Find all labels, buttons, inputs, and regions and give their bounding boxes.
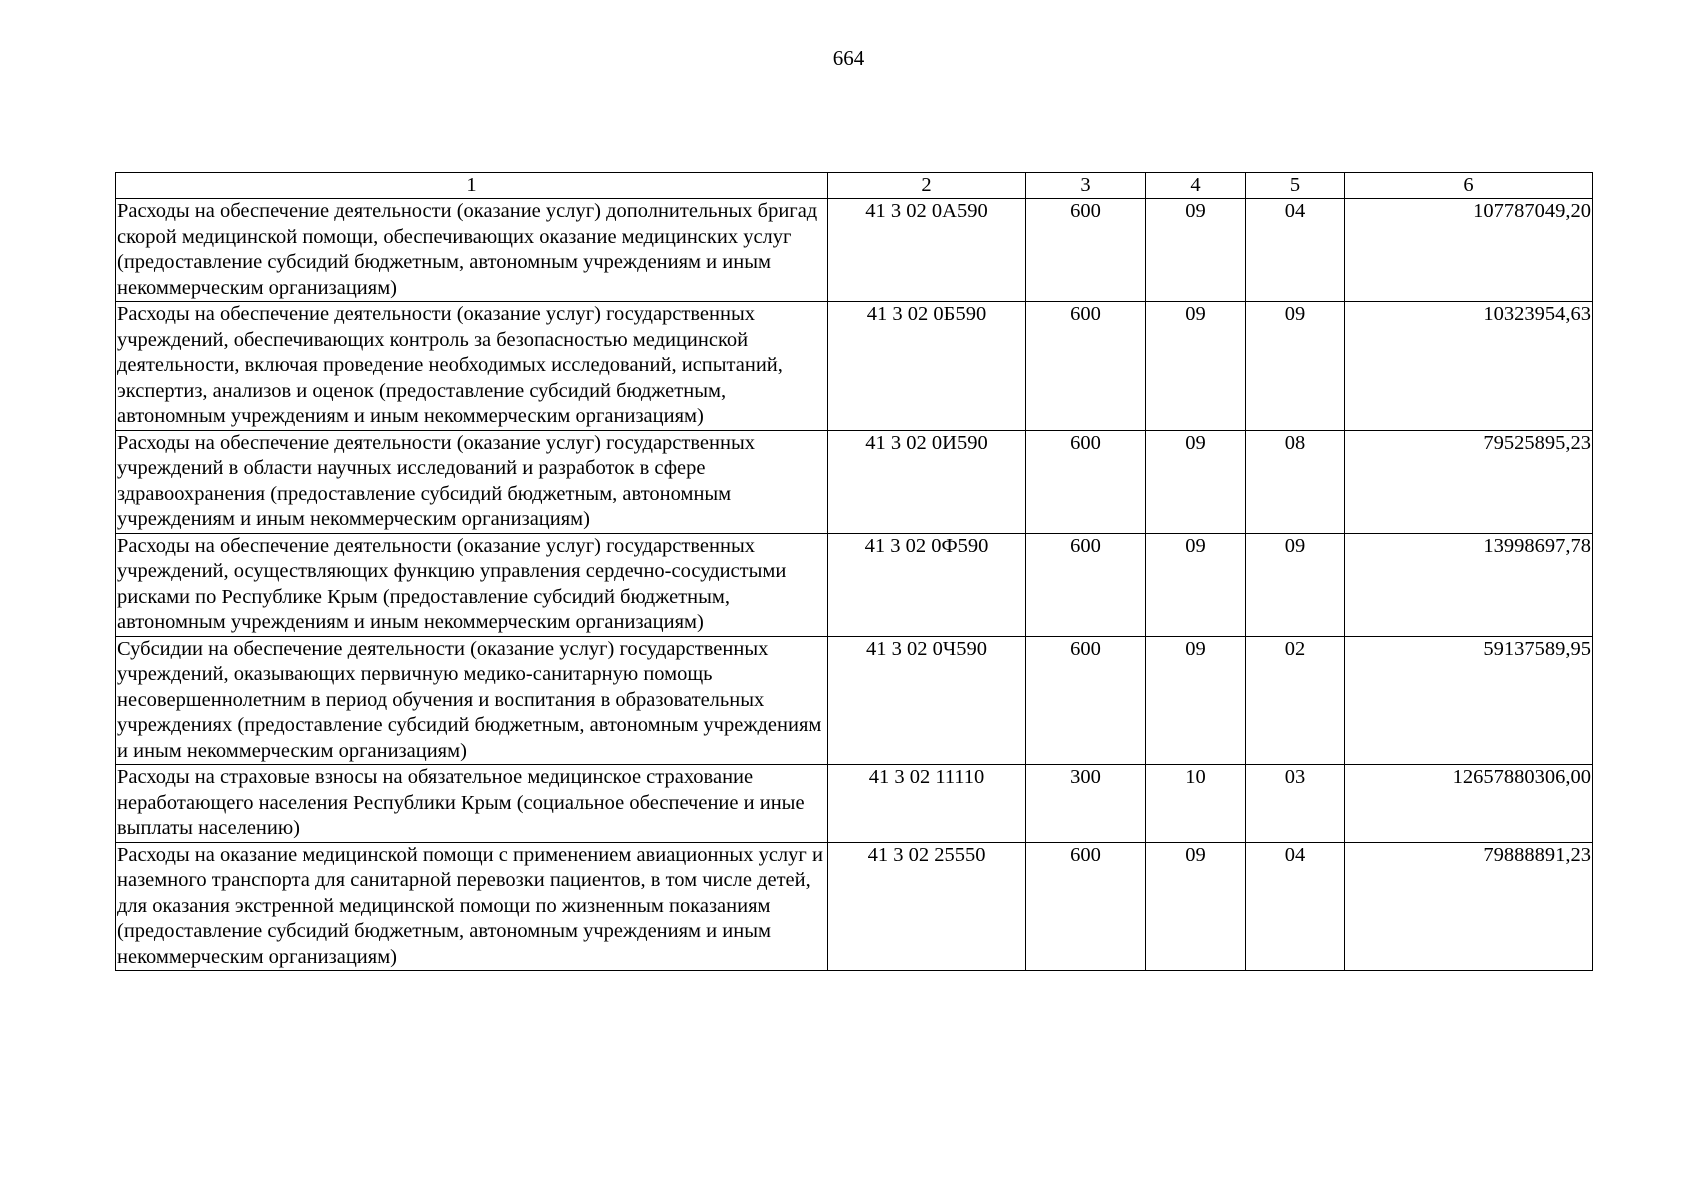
table-body [116, 199, 1593, 971]
row-subsection: 08 [1246, 430, 1345, 533]
row-subsection: 03 [1246, 765, 1345, 843]
row-description: Расходы на страховые взносы на обязательное медицинское страхование неработающего населения Республики Крым (социальное обеспечение и иные выплаты населению) [116, 765, 828, 843]
row-type: 600 [1026, 842, 1146, 971]
row-section: 09 [1146, 199, 1246, 302]
row-subsection: 04 [1246, 199, 1345, 302]
row-description: Субсидии на обеспечение деятельности (оказание услуг) государственных учреждений, оказывающих первичную медико-санитарную помощь несовершеннолетним в период обучения и воспитания в образовательных учреждениях (предоставление субсидий бюджетным, автономным учреждениям и иным некоммерческим организациям) [116, 636, 828, 765]
row-amount: 13998697,78 [1345, 533, 1593, 636]
row-code: 41 3 02 0Б590 [828, 302, 1026, 431]
table-row [116, 842, 1593, 971]
column-header-6: 6 [1345, 173, 1593, 199]
row-code: 41 3 02 11110 [828, 765, 1026, 843]
table-row [116, 199, 1593, 302]
column-header-1: 1 [116, 173, 828, 199]
row-section: 09 [1146, 430, 1246, 533]
row-section: 10 [1146, 765, 1246, 843]
row-code: 41 3 02 0А590 [828, 199, 1026, 302]
row-type: 300 [1026, 765, 1146, 843]
row-amount: 79888891,23 [1345, 842, 1593, 971]
row-subsection: 09 [1246, 302, 1345, 431]
table-row [116, 533, 1593, 636]
column-header-4: 4 [1146, 173, 1246, 199]
row-type: 600 [1026, 302, 1146, 431]
row-description: Расходы на обеспечение деятельности (оказание услуг) дополнительных бригад скорой медицинской помощи, обеспечивающих оказание медицинских услуг (предоставление субсидий бюджетным, автономным учреждениям и иным некоммерческим организациям) [116, 199, 828, 302]
table-row [116, 430, 1593, 533]
page-number: 664 [832, 46, 865, 70]
table-row [116, 636, 1593, 765]
row-description: Расходы на обеспечение деятельности (оказание услуг) государственных учреждений, обеспечивающих контроль за безопасностью медицинской деятельности, включая проведение необходимых исследований, испытаний, экспертиз, анализов и оценок (предоставление субсидий бюджетным, автономным учреждениям и иным некоммерческим организациям) [116, 302, 828, 431]
row-section: 09 [1146, 636, 1246, 765]
column-header-2: 2 [828, 173, 1026, 199]
row-amount: 10323954,63 [1345, 302, 1593, 431]
row-subsection: 04 [1246, 842, 1345, 971]
row-section: 09 [1146, 533, 1246, 636]
row-type: 600 [1026, 199, 1146, 302]
budget-table [115, 172, 1593, 971]
row-subsection: 09 [1246, 533, 1345, 636]
table-row [116, 302, 1593, 431]
row-amount: 59137589,95 [1345, 636, 1593, 765]
row-description: Расходы на обеспечение деятельности (оказание услуг) государственных учреждений, осуществляющих функцию управления сердечно-сосудистыми рисками по Республике Крым (предоставление субсидий бюджетным, автономным учреждениям и иным некоммерческим организациям) [116, 533, 828, 636]
row-subsection: 02 [1246, 636, 1345, 765]
row-description: Расходы на обеспечение деятельности (оказание услуг) государственных учреждений в области научных исследований и разработок в сфере здравоохранения (предоставление субсидий бюджетным, автономным учреждениям и иным некоммерческим организациям) [116, 430, 828, 533]
table-header [116, 173, 1593, 199]
row-section: 09 [1146, 842, 1246, 971]
row-section: 09 [1146, 302, 1246, 431]
row-type: 600 [1026, 430, 1146, 533]
table-row [116, 765, 1593, 843]
row-code: 41 3 02 0Ф590 [828, 533, 1026, 636]
row-code: 41 3 02 0И590 [828, 430, 1026, 533]
row-type: 600 [1026, 636, 1146, 765]
row-code: 41 3 02 25550 [828, 842, 1026, 971]
row-type: 600 [1026, 533, 1146, 636]
row-amount: 107787049,20 [1345, 199, 1593, 302]
row-code: 41 3 02 0Ч590 [828, 636, 1026, 765]
row-amount: 12657880306,00 [1345, 765, 1593, 843]
column-header-3: 3 [1026, 173, 1146, 199]
row-description: Расходы на оказание медицинской помощи с применением авиационных услуг и наземного транспорта для санитарной перевозки пациентов, в том числе детей, для оказания экстренной медицинской помощи по жизненным показаниям (предоставление субсидий бюджетным, автономным учреждениям и иным некоммерческим организациям) [116, 842, 828, 971]
header-row [116, 173, 1593, 199]
column-header-5: 5 [1246, 173, 1345, 199]
row-amount: 79525895,23 [1345, 430, 1593, 533]
